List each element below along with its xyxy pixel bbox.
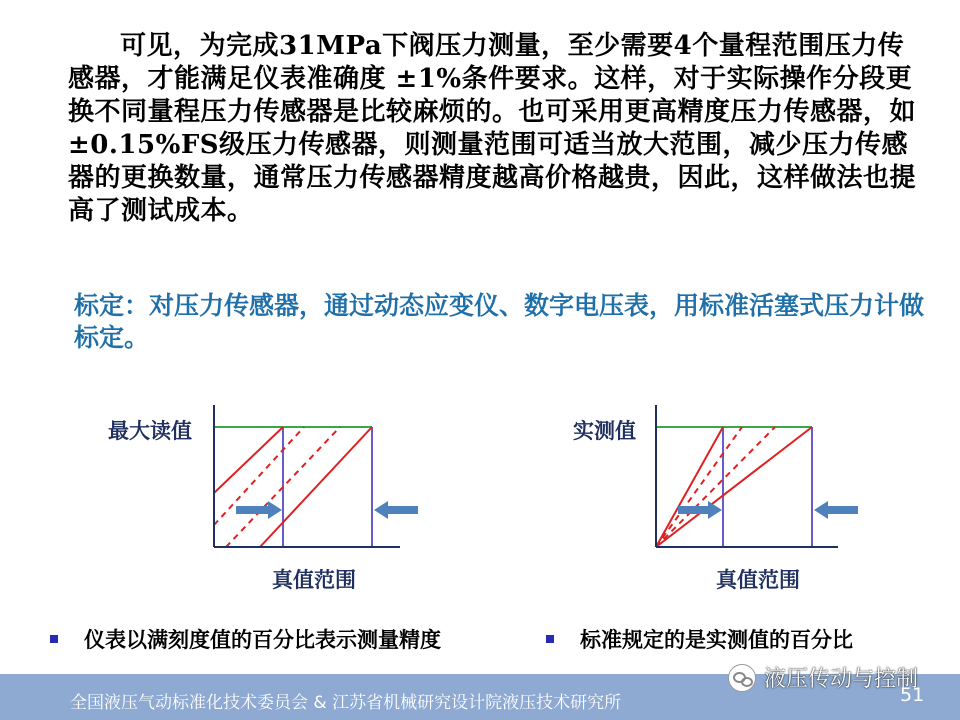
left-solid-diagonal-1 <box>214 427 283 493</box>
right-diagram-y-label: 实测值 <box>573 418 636 443</box>
left-diagram-x-label: 真值范围 <box>272 567 356 592</box>
bullet-square-icon <box>546 635 554 643</box>
bullet-text-2: 标准规定的是实测值的百分比 <box>580 627 853 652</box>
wechat-logo-icon <box>728 664 756 692</box>
bullet-item-1 <box>50 624 441 654</box>
footer-text: 全国液压气动标准化技术委员会 & 江苏省机械研究设计院液压技术研究所 <box>70 693 622 713</box>
left-solid-diagonal-2 <box>260 427 372 547</box>
right-dashed-line-1 <box>656 427 775 547</box>
bullet-item-2 <box>546 624 853 654</box>
left-left-arrow-icon <box>374 501 418 519</box>
watermark-text: 液压传动与控制 <box>764 667 919 692</box>
right-left-arrow-icon <box>814 501 858 519</box>
bullet-text-1: 仪表以满刻度值的百分比表示测量精度 <box>84 627 441 652</box>
left-right-arrow-icon <box>236 501 282 519</box>
bullet-square-icon <box>50 635 58 643</box>
right-right-arrow-icon <box>678 501 722 519</box>
right-diagram-x-label: 真值范围 <box>716 567 800 592</box>
right-solid-line-2 <box>656 427 812 547</box>
calibration-note: 标定：对压力传感器，通过动态应变仪、数字电压表，用标准活塞式压力计做标定。 <box>74 291 925 352</box>
watermark <box>728 662 918 693</box>
main-paragraph: 可见，为完成31MPa下阀压力测量，至少需要4个量程范围压力传感器，才能满足仪表准确度 ±1%条件要求。这样，对于实际操作分段更换不同量程压力传感器是比较麻烦的。也可采用更高精度压力传感器，如±0.15%FS级压力传感器，则测量范围可适当放大范围，减少压力传感器的更换数量，通常压力传感器精度越高价格越贵，因此，这样做法也提高了测试成本。 <box>68 31 917 226</box>
page-number: 51 <box>900 684 925 706</box>
right-dashed-line-2 <box>656 427 742 547</box>
left-diagram-y-label: 最大读值 <box>108 418 192 443</box>
right-solid-line-1 <box>656 427 723 547</box>
right-diagram <box>640 395 870 555</box>
left-diagram <box>200 395 430 555</box>
